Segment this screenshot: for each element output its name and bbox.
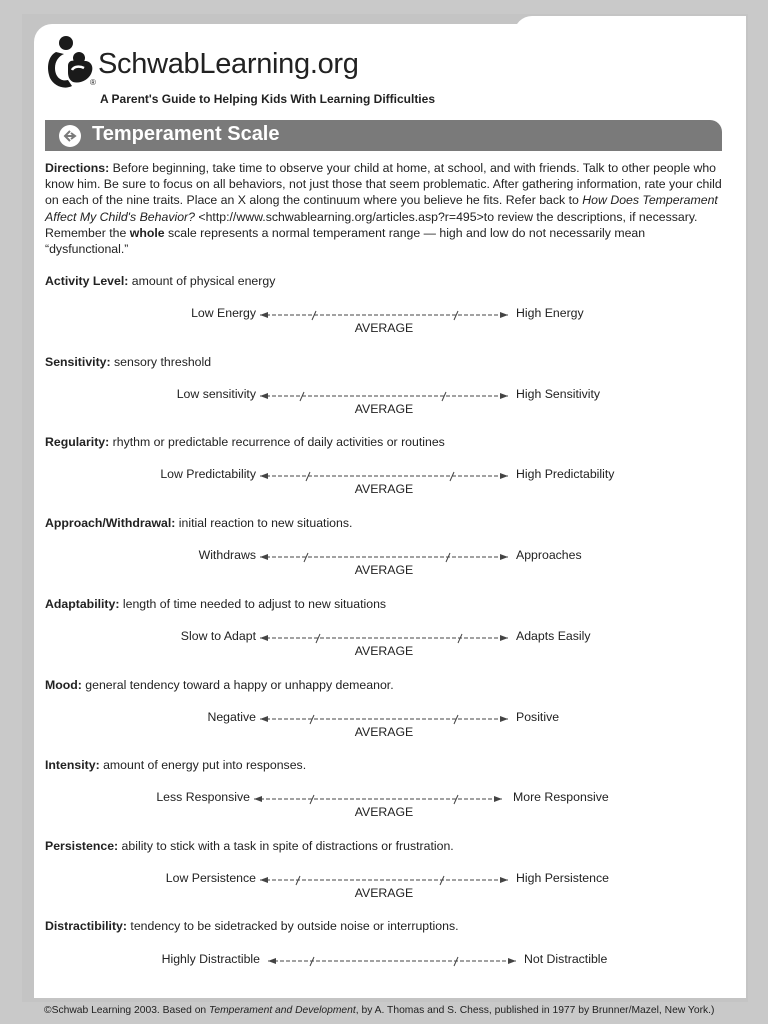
trait-label: Intensity: amount of energy put into responses.: [45, 758, 307, 772]
scale-high-label: Approaches: [516, 548, 582, 562]
trait-scale[interactable]: [0, 306, 768, 336]
schwab-learning-logo: [46, 34, 435, 114]
trait-label: Adaptability: length of time needed to adjust to new situations: [45, 597, 387, 611]
scale-average-label: AVERAGE: [354, 725, 414, 739]
copyright-footer: ©Schwab Learning 2003. Based on Temperament and Development, by A. Thomas and S. Chess, published in 1977 by Brunner/Mazel, New York.): [44, 1005, 715, 1016]
trait-scale[interactable]: [0, 710, 768, 740]
trait-scale[interactable]: [0, 790, 768, 820]
continuum-arrow-icon[interactable]: [266, 954, 518, 968]
trait-label: Approach/Withdrawal: initial reaction to new situations.: [45, 516, 353, 530]
scale-low-label: Highly Distractible: [161, 952, 260, 966]
scale-high-label: Positive: [516, 710, 560, 724]
continuum-arrow-icon[interactable]: [258, 712, 510, 726]
section-title: Temperament Scale: [92, 123, 280, 145]
continuum-arrow-icon[interactable]: [258, 873, 510, 887]
directions-text-2: <http://www.schwablearning.org/articles.asp?r=495>to review the descriptions, if necessary. Remember the: [45, 209, 698, 240]
continuum-arrow-icon[interactable]: [258, 550, 510, 564]
trait-scale[interactable]: [0, 467, 768, 497]
scale-average-label: AVERAGE: [354, 805, 414, 819]
scale-average-label: AVERAGE: [354, 321, 414, 335]
scale-low-label: Withdraws: [198, 548, 256, 562]
trait-label: Persistence: ability to stick with a task in spite of distractions or frustration.: [45, 839, 454, 853]
scale-low-label: Low sensitivity: [176, 387, 256, 401]
scale-high-label: Adapts Easily: [516, 629, 591, 643]
scale-average-label: AVERAGE: [354, 402, 414, 416]
emphasis-whole: whole: [129, 225, 165, 240]
trait-scale[interactable]: [0, 952, 768, 982]
continuum-arrow-icon[interactable]: [258, 631, 510, 645]
trait-scale[interactable]: [0, 548, 768, 578]
trait-scale[interactable]: [0, 629, 768, 659]
scale-high-label: More Responsive: [513, 790, 609, 804]
directions-text-3: scale represents a normal temperament range — high and low do not necessarily mean “dysfunctional.”: [45, 225, 646, 257]
trait-scale[interactable]: [0, 387, 768, 417]
scale-high-label: High Energy: [516, 306, 584, 320]
scale-average-label: AVERAGE: [354, 644, 414, 658]
scale-low-label: Low Predictability: [160, 467, 256, 481]
directions-label: Directions:: [45, 161, 110, 175]
directions-paragraph: [45, 160, 725, 257]
trait-scale[interactable]: [0, 871, 768, 901]
scale-high-label: High Persistence: [516, 871, 609, 885]
continuum-arrow-icon[interactable]: [252, 792, 504, 806]
trait-label: Mood: general tendency toward a happy or unhappy demeanor.: [45, 678, 394, 692]
article-title: How Does Temperament Affect My Child's Behavior?: [45, 193, 718, 224]
tagline: A Parent's Guide to Helping Kids With Learning Difficulties: [100, 92, 435, 106]
page-tab: [514, 16, 746, 40]
continuum-arrow-icon[interactable]: [258, 389, 510, 403]
scale-high-label: High Sensitivity: [516, 387, 601, 401]
scale-high-label: Not Distractible: [524, 952, 608, 966]
trait-label: Distractibility: tendency to be sidetracked by outside noise or interruptions.: [45, 919, 459, 933]
trait-label: Sensitivity: sensory threshold: [45, 355, 212, 369]
continuum-arrow-icon[interactable]: [258, 469, 510, 483]
scale-low-label: Negative: [207, 710, 256, 724]
continuum-arrow-icon[interactable]: [258, 308, 510, 322]
directions-text-1: Before beginning, take time to observe your child at home, at school, and with friends. Talk to other people who know him. Be sure to focus on all behaviors, not just those that seem problematic. After gathering information, rate your child on each of the nine traits. Place an X along the continuum where you believe he fits. Refer back to: [45, 161, 722, 208]
scale-low-label: Less Responsive: [156, 790, 250, 804]
scale-low-label: Low Persistence: [165, 871, 256, 885]
book-title: Temperament and Development: [209, 1005, 356, 1016]
section-title-bar: [45, 120, 722, 151]
trait-label: Regularity: rhythm or predictable recurrence of daily activities or routines: [45, 435, 445, 449]
parent-child-logo-icon: [46, 34, 96, 90]
scale-high-label: High Predictability: [516, 467, 615, 481]
brand-name: SchwabLearning.org: [98, 48, 359, 80]
registered-mark: ®: [90, 78, 96, 87]
scale-low-label: Slow to Adapt: [180, 629, 256, 643]
scale-average-label: AVERAGE: [354, 563, 414, 577]
scale-average-label: AVERAGE: [354, 482, 414, 496]
scale-low-label: Low Energy: [191, 306, 256, 320]
arrows-icon: [59, 125, 81, 147]
trait-label: Activity Level: amount of physical energy: [45, 274, 276, 288]
scale-average-label: AVERAGE: [354, 886, 414, 900]
